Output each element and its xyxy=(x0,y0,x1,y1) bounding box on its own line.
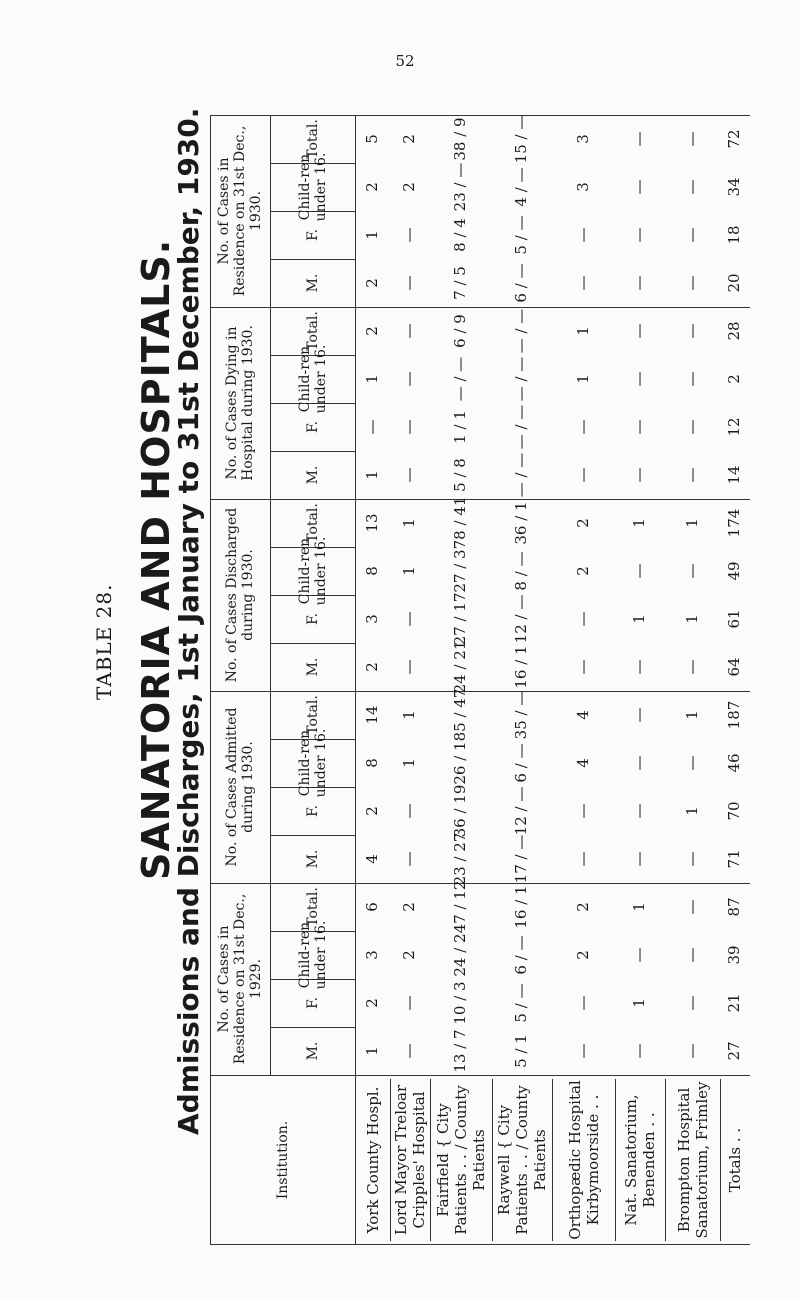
table-cell: — xyxy=(682,371,701,387)
table-cell: 23 / — xyxy=(451,162,470,212)
table-cell: — xyxy=(573,275,592,291)
table-cell: 26 / 1 xyxy=(451,741,470,785)
table-cell: 1 xyxy=(573,326,592,336)
table-cell: 87 xyxy=(725,897,744,917)
table-cell: — xyxy=(630,419,649,435)
subcol-header: F. xyxy=(304,997,321,1009)
group-separator xyxy=(210,499,750,500)
table-cell: 3 xyxy=(362,950,381,960)
subcol-header: F. xyxy=(304,613,321,625)
table-cell: — xyxy=(630,371,649,387)
table-cell: 16 / 1 xyxy=(512,885,531,929)
subcol-header: Total. xyxy=(304,503,321,543)
table-cell: 5 xyxy=(362,134,381,144)
table-cell: 4 xyxy=(573,710,592,720)
table-cell: 1 xyxy=(682,518,701,528)
table-cell: — xyxy=(682,419,701,435)
table-cell: 1 xyxy=(630,614,649,624)
table-cell: 4 xyxy=(573,758,592,768)
table-cell: 38 / 9 xyxy=(451,117,470,161)
table-cell: 1 xyxy=(362,470,381,480)
table-cell: 24 / 21 xyxy=(451,640,470,694)
table-cell: — xyxy=(630,227,649,243)
group-header-3: No. of Cases Discharged during 1930. xyxy=(223,507,256,683)
table-cell: 1 xyxy=(362,374,381,384)
table-cell: 72 xyxy=(725,129,744,149)
table-cell: — xyxy=(400,803,419,819)
table-cell: 1 / 1 xyxy=(451,410,470,444)
table-cell: 15 / — xyxy=(512,114,531,164)
table-cell: — xyxy=(682,179,701,195)
table-cell: — xyxy=(630,467,649,483)
table-cell: 6 / — xyxy=(512,263,531,303)
table-cell: — / — xyxy=(512,308,531,354)
institution-name: Brompton Hospital Sanatorium, Frimley xyxy=(674,1081,711,1239)
table-cell: — xyxy=(682,467,701,483)
table-cell: 21 xyxy=(725,993,744,1013)
table-cell: — xyxy=(682,227,701,243)
table-cell: 5 / — xyxy=(512,983,531,1023)
subcol-header: M. xyxy=(304,849,321,869)
row-separator xyxy=(720,1079,721,1241)
table-cell: — xyxy=(400,611,419,627)
table-cell: — xyxy=(573,611,592,627)
institution-name: Orthopædic Hospital Kirbymoorside . . xyxy=(565,1080,602,1240)
table-cell: 14 xyxy=(725,465,744,485)
table-border-bottom xyxy=(210,1244,750,1245)
table-cell: 2 xyxy=(362,662,381,672)
table-cell: 187 xyxy=(725,700,744,730)
table-cell: 16 / 1 xyxy=(512,645,531,689)
group-header-4: No. of Cases Dying in Hospital during 1930. xyxy=(223,325,256,481)
table-cell: 6 xyxy=(362,902,381,912)
table-cell: 35 / — xyxy=(512,690,531,740)
table-cell: 5 / — xyxy=(512,215,531,255)
table-cell: 1 xyxy=(400,566,419,576)
table-cell: 1 xyxy=(630,902,649,912)
table-cell: 8 xyxy=(362,758,381,768)
table-cell: 24 / 2 xyxy=(451,933,470,977)
table-cell: 13 / 7 xyxy=(451,1029,470,1073)
subcol-header: M. xyxy=(304,273,321,293)
row-separator xyxy=(615,1079,616,1241)
table-cell: — xyxy=(630,563,649,579)
table-cell: 10 / 3 xyxy=(451,981,470,1025)
table-cell: — xyxy=(400,275,419,291)
institution-name: Fairfield { City Patients . . / County Patients xyxy=(434,1085,488,1235)
table-cell: 12 / — xyxy=(512,786,531,836)
table-cell: — xyxy=(573,659,592,675)
data-table xyxy=(210,115,750,1245)
group-header-2: No. of Cases Admitted during 1930. xyxy=(223,707,256,867)
table-cell: 1 xyxy=(400,518,419,528)
table-cell: — xyxy=(630,707,649,723)
subcol-header: Child-ren under 16. xyxy=(296,152,329,222)
table-cell: 2 xyxy=(400,182,419,192)
subcol-header: M. xyxy=(304,465,321,485)
table-cell: 1 xyxy=(400,710,419,720)
table-cell: 14 xyxy=(362,705,381,725)
table-cell: 1 xyxy=(682,614,701,624)
table-cell: 5 / 1 xyxy=(512,1034,531,1068)
table-cell: — / — xyxy=(512,356,531,402)
table-cell: — xyxy=(573,995,592,1011)
table-cell: 2 xyxy=(362,278,381,288)
table-cell: — xyxy=(400,227,419,243)
table-cell: — xyxy=(682,659,701,675)
table-cell: 23 / 27 xyxy=(451,832,470,886)
table-cell: 1 xyxy=(362,1046,381,1056)
table-cell: — / — xyxy=(451,356,470,402)
table-cell: — xyxy=(682,899,701,915)
table-cell: 1 xyxy=(630,518,649,528)
institution-name: York County Hospl. xyxy=(363,1086,382,1234)
table-cell: 4 xyxy=(362,854,381,864)
table-cell: — xyxy=(630,179,649,195)
table-cell: 27 xyxy=(725,1041,744,1061)
institution-name: Raywell { City Patients . . / County Patients xyxy=(495,1085,549,1235)
table-cell: 6 / 9 xyxy=(451,314,470,348)
institution-name: Totals . . xyxy=(726,1127,744,1193)
table-cell: 47 / 12 xyxy=(451,880,470,934)
table-cell: — xyxy=(400,467,419,483)
subcol-header: M. xyxy=(304,1041,321,1061)
table-cell: 1 xyxy=(400,758,419,768)
table-cell: 6 / — xyxy=(512,743,531,783)
table-cell: 27 / 17 xyxy=(451,592,470,646)
table-cell: — xyxy=(682,851,701,867)
table-cell: 2 xyxy=(400,902,419,912)
table-cell: 1 xyxy=(630,998,649,1008)
row-separator xyxy=(492,1079,493,1241)
table-cell: 2 xyxy=(573,902,592,912)
table-cell: — xyxy=(400,419,419,435)
table-label: TABLE 28. xyxy=(92,583,116,700)
table-cell: — xyxy=(573,419,592,435)
subcol-header: Child-ren under 16. xyxy=(296,920,329,990)
table-cell: — xyxy=(682,755,701,771)
table-cell: 36 / 19 xyxy=(451,784,470,838)
table-cell: 6 / — xyxy=(512,935,531,975)
table-cell: — xyxy=(630,131,649,147)
table-cell: 2 xyxy=(573,566,592,576)
table-cell: 5 / 8 xyxy=(451,458,470,492)
row-separator xyxy=(430,1079,431,1241)
table-cell: 8 / 4 xyxy=(451,218,470,252)
subcol-header: Child-ren under 16. xyxy=(296,728,329,798)
table-cell: — xyxy=(682,947,701,963)
subcol-header: Child-ren under 16. xyxy=(296,536,329,606)
table-cell: 3 xyxy=(573,182,592,192)
main-title: SANATORIA AND HOSPITALS. xyxy=(134,238,178,880)
subcol-header: M. xyxy=(304,657,321,677)
page-number: 52 xyxy=(395,52,415,70)
table-cell: — xyxy=(400,851,419,867)
table-cell: — xyxy=(362,419,381,435)
table-cell: — xyxy=(630,755,649,771)
table-cell: — xyxy=(682,275,701,291)
table-cell: — xyxy=(630,1043,649,1059)
table-cell: 36 / 1 xyxy=(512,501,531,545)
table-cell: — xyxy=(573,1043,592,1059)
row-separator xyxy=(665,1079,666,1241)
table-cell: 13 xyxy=(362,513,381,533)
table-cell: — xyxy=(573,851,592,867)
table-cell: 1 xyxy=(682,806,701,816)
table-cell: 8 xyxy=(362,566,381,576)
table-cell: — xyxy=(400,995,419,1011)
table-cell: — xyxy=(573,227,592,243)
table-cell: 64 xyxy=(725,657,744,677)
subcol-header: F. xyxy=(304,805,321,817)
group-separator xyxy=(210,307,750,308)
table-cell: 34 xyxy=(725,177,744,197)
table-cell: 61 xyxy=(725,609,744,629)
table-cell: 2 xyxy=(725,374,744,384)
table-cell: 49 xyxy=(725,561,744,581)
table-cell: 2 xyxy=(400,950,419,960)
table-cell: 85 / 47 xyxy=(451,688,470,742)
table-cell: 4 / — xyxy=(512,167,531,207)
institution-divider xyxy=(210,1075,750,1076)
table-cell: — xyxy=(400,323,419,339)
table-cell: 3 xyxy=(573,134,592,144)
table-cell: 27 / 3 xyxy=(451,549,470,593)
table-cell: — xyxy=(682,563,701,579)
table-cell: 2 xyxy=(400,134,419,144)
group-separator xyxy=(210,691,750,692)
table-cell: — xyxy=(630,947,649,963)
table-cell: 12 / — xyxy=(512,594,531,644)
subcol-header: Total. xyxy=(304,695,321,735)
table-cell: — xyxy=(682,323,701,339)
subcol-header: Child-ren under 16. xyxy=(296,344,329,414)
table-cell: — xyxy=(630,803,649,819)
table-cell: 78 / 41 xyxy=(451,496,470,550)
table-cell: 12 xyxy=(725,417,744,437)
table-cell: 70 xyxy=(725,801,744,821)
table-border-top xyxy=(210,115,750,116)
group-separator xyxy=(210,883,750,884)
table-cell: 3 xyxy=(362,614,381,624)
table-cell: 2 xyxy=(362,806,381,816)
subcol-header: Total. xyxy=(304,119,321,159)
table-cell: 18 xyxy=(725,225,744,245)
table-cell: — xyxy=(400,371,419,387)
table-cell: — xyxy=(630,851,649,867)
group-header-5: No. of Cases in Residence on 31st Dec., 1930. xyxy=(215,125,265,297)
subcol-header: Total. xyxy=(304,311,321,351)
table-cell: 7 / 5 xyxy=(451,266,470,300)
table-cell: — xyxy=(573,467,592,483)
table-cell: — xyxy=(573,803,592,819)
institution-header: Institution. xyxy=(274,1120,291,1200)
table-cell: 2 xyxy=(362,326,381,336)
table-cell: — xyxy=(630,659,649,675)
table-cell: 1 xyxy=(573,374,592,384)
table-cell: 2 xyxy=(573,518,592,528)
row-separator xyxy=(390,1079,391,1241)
table-cell: — / — xyxy=(512,452,531,498)
subcol-header: Total. xyxy=(304,887,321,927)
table-cell: — xyxy=(400,1043,419,1059)
table-cell: 17 / — xyxy=(512,834,531,884)
table-cell: 2 xyxy=(362,182,381,192)
table-cell: — xyxy=(682,1043,701,1059)
table-cell: 46 xyxy=(725,753,744,773)
subcol-header: F. xyxy=(304,421,321,433)
table-cell: 20 xyxy=(725,273,744,293)
institution-name: Lord Mayor Treloar Cripples' Hospital xyxy=(392,1084,428,1236)
table-cell: — xyxy=(630,323,649,339)
table-cell: — xyxy=(682,131,701,147)
table-cell: 1 xyxy=(682,710,701,720)
table-cell: 2 xyxy=(573,950,592,960)
table-cell: 174 xyxy=(725,508,744,538)
subtitle: Admissions and Discharges, 1st January to 31st December, 1930. xyxy=(172,107,205,1135)
table-cell: — xyxy=(630,275,649,291)
institution-name: Nat. Sanatorium, Benenden . . xyxy=(622,1094,658,1226)
table-cell: — / — xyxy=(512,404,531,450)
row-separator xyxy=(552,1079,553,1241)
subcol-header: F. xyxy=(304,229,321,241)
table-cell: 8 / — xyxy=(512,551,531,591)
table-cell: 28 xyxy=(725,321,744,341)
table-cell: — xyxy=(682,995,701,1011)
table-cell: — xyxy=(400,659,419,675)
table-cell: 71 xyxy=(725,849,744,869)
group-header-1: No. of Cases in Residence on 31st Dec., 1929. xyxy=(215,893,265,1065)
table-cell: 1 xyxy=(362,230,381,240)
table-cell: 39 xyxy=(725,945,744,965)
table-cell: 2 xyxy=(362,998,381,1008)
